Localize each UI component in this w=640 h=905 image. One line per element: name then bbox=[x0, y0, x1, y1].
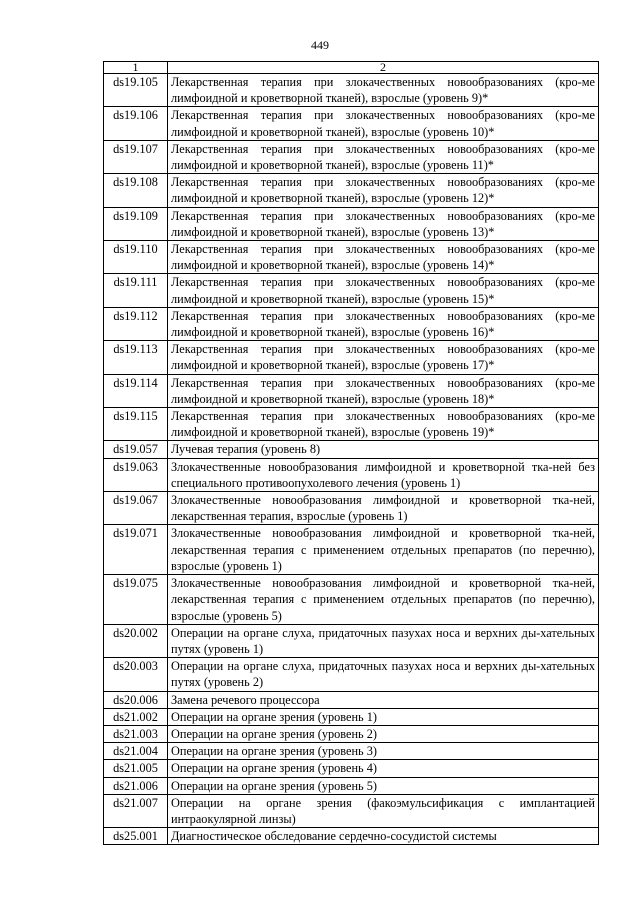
row-code: ds20.002 bbox=[104, 624, 168, 657]
row-description: Операции на органе зрения (уровень 1) bbox=[168, 708, 599, 725]
row-code: ds19.105 bbox=[104, 74, 168, 107]
row-code: ds19.107 bbox=[104, 140, 168, 173]
row-description: Операции на органе зрения (факоэмульсификация с имплантацией интраокулярной линзы) bbox=[168, 794, 599, 827]
row-code: ds19.106 bbox=[104, 107, 168, 140]
row-code: ds21.007 bbox=[104, 794, 168, 827]
table-row bbox=[104, 828, 599, 845]
row-description: Операции на органе слуха, придаточных пазухах носа и верхних ды-хательных путях (уровень 1) bbox=[168, 624, 599, 657]
column-header-1: 1 bbox=[104, 62, 168, 74]
table-row bbox=[104, 743, 599, 760]
row-description: Лекарственная терапия при злокачественных новообразованиях (кро-ме лимфоидной и кроветворной тканей), взрослые (уровень 12)* bbox=[168, 174, 599, 207]
table-row bbox=[104, 691, 599, 708]
table-row bbox=[104, 658, 599, 691]
table-row bbox=[104, 107, 599, 140]
row-code: ds21.002 bbox=[104, 708, 168, 725]
row-description: Лекарственная терапия при злокачественных новообразованиях (кро-ме лимфоидной и кроветворной тканей), взрослые (уровень 17)* bbox=[168, 341, 599, 374]
table-row bbox=[104, 575, 599, 625]
row-code: ds25.001 bbox=[104, 828, 168, 845]
table-row bbox=[104, 307, 599, 340]
column-header-2: 2 bbox=[168, 62, 599, 74]
table-row bbox=[104, 140, 599, 173]
row-description: Операции на органе зрения (уровень 5) bbox=[168, 777, 599, 794]
row-code: ds20.003 bbox=[104, 658, 168, 691]
row-code: ds19.057 bbox=[104, 441, 168, 458]
row-description: Лекарственная терапия при злокачественных новообразованиях (кро-ме лимфоидной и кроветворной тканей), взрослые (уровень 15)* bbox=[168, 274, 599, 307]
row-description: Лекарственная терапия при злокачественных новообразованиях (кро-ме лимфоидной и кроветворной тканей), взрослые (уровень 16)* bbox=[168, 307, 599, 340]
row-code: ds19.114 bbox=[104, 374, 168, 407]
row-code: ds21.006 bbox=[104, 777, 168, 794]
table-row bbox=[104, 341, 599, 374]
row-description: Операции на органе слуха, придаточных пазухах носа и верхних ды-хательных путях (уровень 2) bbox=[168, 658, 599, 691]
table-row bbox=[104, 725, 599, 742]
row-description: Лекарственная терапия при злокачественных новообразованиях (кро-ме лимфоидной и кроветворной тканей), взрослые (уровень 19)* bbox=[168, 408, 599, 441]
table-row bbox=[104, 458, 599, 491]
table-row bbox=[104, 241, 599, 274]
table-row bbox=[104, 274, 599, 307]
row-code: ds21.003 bbox=[104, 725, 168, 742]
table-row bbox=[104, 492, 599, 525]
table-row bbox=[104, 174, 599, 207]
row-code: ds21.005 bbox=[104, 760, 168, 777]
table-row bbox=[104, 777, 599, 794]
table-row bbox=[104, 207, 599, 240]
row-description: Лекарственная терапия при злокачественных новообразованиях (кро-ме лимфоидной и кроветворной тканей), взрослые (уровень 9)* bbox=[168, 74, 599, 107]
row-code: ds19.115 bbox=[104, 408, 168, 441]
row-description: Злокачественные новообразования лимфоидной и кроветворной тка-ней без специального противоопухолевого лечения (уровень 1) bbox=[168, 458, 599, 491]
row-description: Операции на органе зрения (уровень 3) bbox=[168, 743, 599, 760]
row-code: ds19.063 bbox=[104, 458, 168, 491]
row-description: Злокачественные новообразования лимфоидной и кроветворной тка-ней, лекарственная терапия с применением отдельных препаратов (по перечню), взрослые (уровень 1) bbox=[168, 525, 599, 575]
table-row bbox=[104, 525, 599, 575]
row-description: Лекарственная терапия при злокачественных новообразованиях (кро-ме лимфоидной и кроветворной тканей), взрослые (уровень 10)* bbox=[168, 107, 599, 140]
row-code: ds19.113 bbox=[104, 341, 168, 374]
table-header-row bbox=[104, 62, 599, 74]
row-description: Диагностическое обследование сердечно-сосудистой системы bbox=[168, 828, 599, 845]
row-code: ds19.071 bbox=[104, 525, 168, 575]
table-row bbox=[104, 408, 599, 441]
row-description: Лекарственная терапия при злокачественных новообразованиях (кро-ме лимфоидной и кроветворной тканей), взрослые (уровень 14)* bbox=[168, 241, 599, 274]
table-row bbox=[104, 794, 599, 827]
codes-table bbox=[103, 61, 599, 845]
table-row bbox=[104, 708, 599, 725]
table-row bbox=[104, 441, 599, 458]
row-code: ds19.109 bbox=[104, 207, 168, 240]
row-description: Лекарственная терапия при злокачественных новообразованиях (кро-ме лимфоидной и кроветворной тканей), взрослые (уровень 18)* bbox=[168, 374, 599, 407]
row-code: ds19.112 bbox=[104, 307, 168, 340]
row-code: ds20.006 bbox=[104, 691, 168, 708]
row-code: ds19.067 bbox=[104, 492, 168, 525]
table-row bbox=[104, 760, 599, 777]
row-code: ds19.075 bbox=[104, 575, 168, 625]
row-code: ds19.110 bbox=[104, 241, 168, 274]
table-body bbox=[104, 74, 599, 845]
row-description: Злокачественные новообразования лимфоидной и кроветворной тка-ней, лекарственная терапия с применением отдельных препаратов (по перечню), взрослые (уровень 5) bbox=[168, 575, 599, 625]
row-description: Операции на органе зрения (уровень 4) bbox=[168, 760, 599, 777]
row-description: Замена речевого процессора bbox=[168, 691, 599, 708]
row-code: ds21.004 bbox=[104, 743, 168, 760]
row-description: Злокачественные новообразования лимфоидной и кроветворной тка-ней, лекарственная терапия, взрослые (уровень 1) bbox=[168, 492, 599, 525]
row-code: ds19.108 bbox=[104, 174, 168, 207]
row-description: Операции на органе зрения (уровень 2) bbox=[168, 725, 599, 742]
table-row bbox=[104, 374, 599, 407]
table-row bbox=[104, 624, 599, 657]
table-row bbox=[104, 74, 599, 107]
row-description: Лучевая терапия (уровень 8) bbox=[168, 441, 599, 458]
row-description: Лекарственная терапия при злокачественных новообразованиях (кро-ме лимфоидной и кроветворной тканей), взрослые (уровень 13)* bbox=[168, 207, 599, 240]
row-code: ds19.111 bbox=[104, 274, 168, 307]
page-number: 449 bbox=[311, 38, 329, 52]
row-description: Лекарственная терапия при злокачественных новообразованиях (кро-ме лимфоидной и кроветворной тканей), взрослые (уровень 11)* bbox=[168, 140, 599, 173]
